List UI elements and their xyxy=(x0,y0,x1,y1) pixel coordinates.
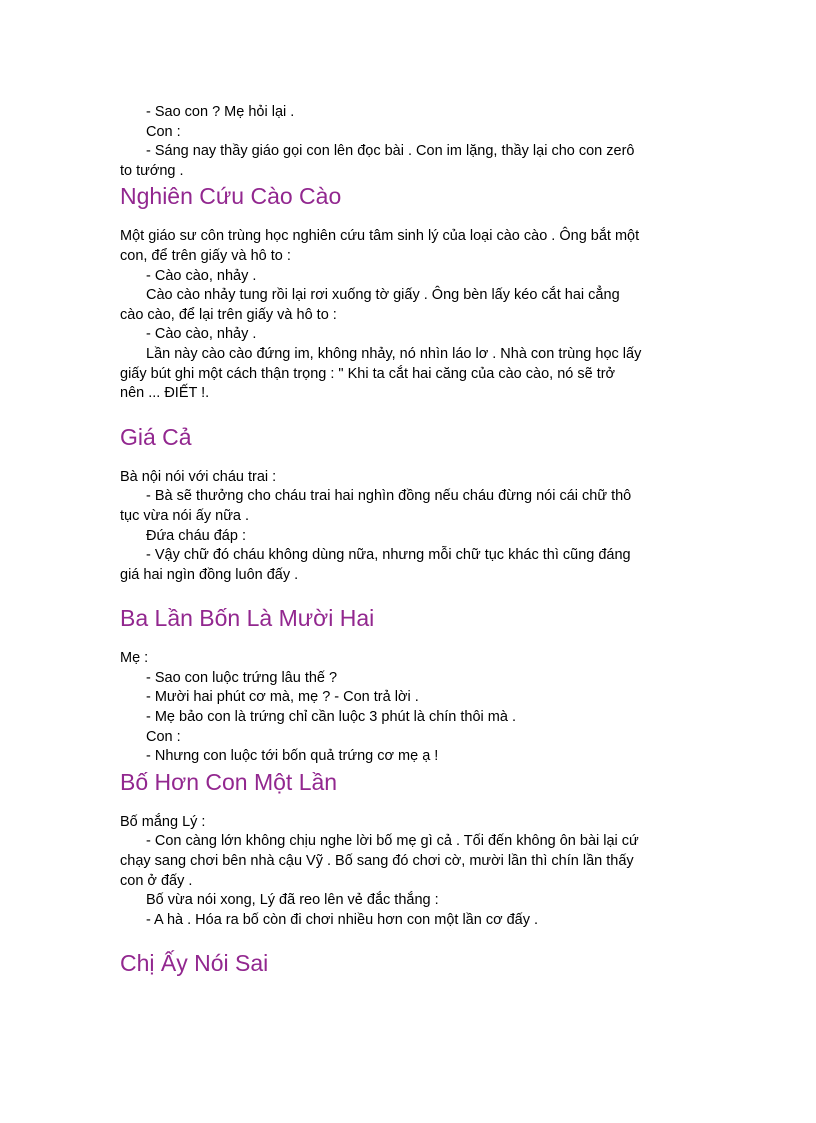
story2-line-2: - Bà sẽ thưởng cho cháu trai hai nghìn đồng nếu cháu đừng nói cái chữ thô xyxy=(146,488,632,505)
story3-line-4: - Mẹ bảo con là trứng chỉ cần luộc 3 phút là chín thôi mà . xyxy=(146,709,516,726)
story1-line-5: cào cào, để lại trên giấy và hô to : xyxy=(120,306,337,323)
story3-line-5: Con : xyxy=(146,728,181,745)
story1-line-1: Một giáo sư côn trùng học nghiên cứu tâm sinh lý của loại cào cào . Ông bắt một xyxy=(120,228,640,245)
story2-line-3: tục vừa nói ấy nữa . xyxy=(120,507,250,524)
intro-line-2: Con : xyxy=(146,123,181,140)
story-title-ba-lan-bon: Ba Lần Bốn Là Mười Hai xyxy=(120,605,375,632)
story4-line-1: Bố mắng Lý : xyxy=(120,813,206,830)
story2-line-6: giá hai ngìn đồng luôn đấy . xyxy=(120,566,299,583)
story-title-gia-ca: Giá Cả xyxy=(120,423,192,450)
story3-line-1: Mẹ : xyxy=(120,650,149,667)
intro-line-1: - Sao con ? Mẹ hỏi lại . xyxy=(146,104,295,120)
story1-line-7: Lần này cào cào đứng im, không nhảy, nó nhìn láo lơ . Nhà con trùng học lấy xyxy=(146,345,642,362)
story4-line-6: - A hà . Hóa ra bố còn đi chơi nhiều hơn con một lần cơ đấy . xyxy=(146,911,539,928)
story1-line-6: - Cào cào, nhảy . xyxy=(146,326,257,343)
intro-line-4: to tướng . xyxy=(120,162,184,179)
story3-line-2: - Sao con luộc trứng lâu thế ? xyxy=(146,669,338,686)
story3-line-6: - Nhưng con luộc tới bốn quả trứng cơ mẹ ạ ! xyxy=(146,748,439,765)
story2-line-4: Đứa cháu đáp : xyxy=(146,527,246,544)
story1-line-3: - Cào cào, nhảy . xyxy=(146,267,257,284)
story1-line-2: con, để trên giấy và hô to : xyxy=(120,247,291,264)
story-title-chi-ay-noi-sai: Chị Ấy Nói Sai xyxy=(120,950,269,977)
story2-line-5: - Vậy chữ đó cháu không dùng nữa, nhưng mỗi chữ tục khác thì cũng đáng xyxy=(146,547,631,564)
story4-line-3: chạy sang chơi bên nhà cậu Vỹ . Bố sang đó chơi cờ, mười lần thì chín lần thấy xyxy=(120,853,634,870)
story1-line-8: giấy bút ghi một cách thận trọng : " Khi ta cắt hai căng của cào cào, nó sẽ trở xyxy=(120,365,616,382)
story4-line-2: - Con càng lớn không chịu nghe lời bố mẹ gì cả . Tối đến không ôn bài lại cứ xyxy=(146,833,639,850)
document-body xyxy=(120,103,700,978)
story-title-nghien-cuu-cao-cao: Nghiên Cứu Cào Cào xyxy=(120,183,342,210)
story1-line-4: Cào cào nhảy tung rồi lại rơi xuống tờ giấy . Ông bèn lấy kéo cắt hai cẳng xyxy=(146,287,620,304)
story4-line-4: con ở đấy . xyxy=(120,872,193,889)
intro-line-3: - Sáng nay thầy giáo gọi con lên đọc bài . Con im lặng, thầy lại cho con zerô xyxy=(146,143,635,160)
story-title-bo-hon-con: Bố Hơn Con Một Lần xyxy=(120,768,338,795)
story4-line-5: Bố vừa nói xong, Lý đã reo lên vẻ đắc thắng : xyxy=(146,892,439,909)
story3-line-3: - Mười hai phút cơ mà, mẹ ? - Con trả lời . xyxy=(146,689,419,706)
story1-line-9: nên ... ĐIẾT !. xyxy=(120,385,210,402)
story2-line-1: Bà nội nói với cháu trai : xyxy=(120,468,277,485)
